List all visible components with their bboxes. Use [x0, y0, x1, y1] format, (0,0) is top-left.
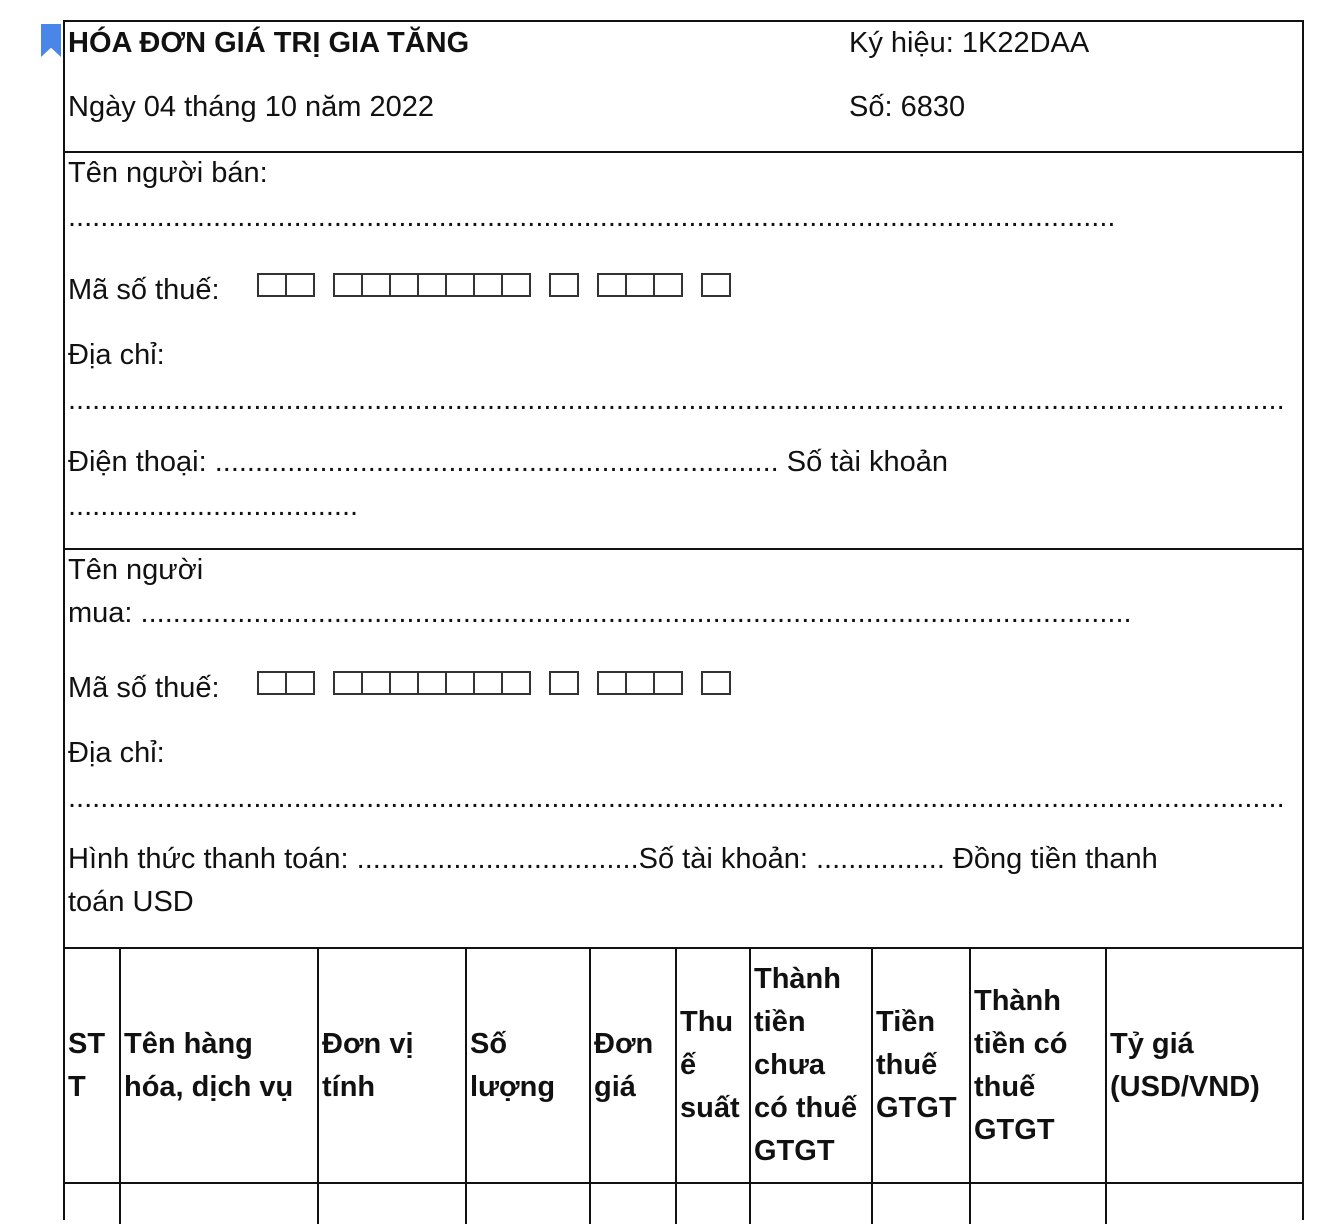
column-header-text: Đơn vị: [322, 1027, 414, 1060]
column-header-text: Thành: [754, 963, 841, 995]
table-column-divider: [1105, 1184, 1107, 1224]
table-column-divider: [749, 1184, 751, 1224]
seller-address-label: Địa chỉ:: [68, 339, 165, 371]
column-header-text: lượng: [470, 1070, 556, 1103]
items-table-body: [65, 1184, 1302, 1224]
column-header-text: GTGT: [876, 1092, 957, 1124]
column-header-text: Đơn: [594, 1027, 654, 1060]
buyer-section: [65, 550, 1302, 948]
column-header-5: [591, 949, 677, 1182]
table-column-divider: [589, 1184, 591, 1224]
column-header-text: thuế: [876, 1049, 938, 1081]
column-header-text: giá: [594, 1070, 636, 1103]
column-header-2: [121, 949, 319, 1182]
column-header-6: [677, 949, 751, 1182]
column-header-4: [467, 949, 591, 1182]
table-column-divider: [119, 1184, 121, 1224]
column-header-text: (USD/VND): [1110, 1070, 1260, 1103]
table-column-divider: [465, 1184, 467, 1224]
column-header-text: Tiền: [876, 1006, 936, 1038]
column-header-text: ST: [68, 1027, 106, 1060]
buyer-address-dots: .......................................................................................................................................................: [68, 782, 1285, 814]
table-column-divider: [317, 1184, 319, 1224]
column-header-text: Số: [470, 1027, 508, 1060]
buyer-tax-boxes[interactable]: [257, 671, 749, 695]
column-header-9: [971, 949, 1107, 1182]
table-column-divider: [675, 1184, 677, 1224]
column-header-text: Tỷ giá: [1110, 1027, 1194, 1060]
invoice-document: [63, 20, 1304, 1220]
column-header-text: T: [68, 1070, 86, 1103]
column-header-text: GTGT: [974, 1113, 1055, 1146]
buyer-address-label: Địa chỉ:: [68, 737, 165, 769]
seller-name-label: Tên người bán:: [68, 157, 268, 189]
buyer-payment-line1: Hình thức thanh toán: ...................................Số tài khoản: ................ Đồng tiền thanh: [68, 843, 1158, 875]
bookmark-icon[interactable]: [41, 24, 61, 57]
column-header-8: [873, 949, 971, 1182]
seller-name-dots: ..................................................................................................................................: [68, 201, 1116, 233]
column-header-text: tính: [322, 1070, 376, 1103]
invoice-title: HÓA ĐƠN GIÁ TRỊ GIA TĂNG: [68, 27, 470, 59]
table-column-divider: [871, 1184, 873, 1224]
buyer-payment-line2: toán USD: [68, 886, 194, 918]
buyer-name-dots: mua: ...........................................................................................................................: [68, 597, 1132, 629]
column-header-text: có thuế: [754, 1092, 858, 1124]
column-header-3: [319, 949, 467, 1182]
column-header-text: thuế: [974, 1070, 1036, 1103]
invoice-date: Ngày 04 tháng 10 năm 2022: [68, 91, 434, 123]
seller-phone-account: Điện thoại: ...................................................................... Số tài khoản: [68, 446, 948, 478]
column-header-text: Thu: [680, 1006, 734, 1038]
column-header-text: suất: [680, 1092, 740, 1124]
column-header-text: chưa: [754, 1049, 825, 1081]
seller-address-dots: .......................................................................................................................................................: [68, 384, 1285, 416]
column-header-1: [65, 949, 121, 1182]
column-header-text: Thành: [974, 984, 1061, 1017]
seller-account-dots: ....................................: [68, 490, 359, 522]
buyer-tax-label: Mã số thuế:: [68, 672, 220, 704]
seller-tax-boxes[interactable]: [257, 273, 749, 297]
column-header-text: hóa, dịch vụ: [124, 1070, 294, 1103]
items-table-header: [65, 947, 1302, 1184]
column-header-text: tiền có: [974, 1027, 1068, 1060]
invoice-symbol: Ký hiệu: 1K22DAA: [849, 27, 1090, 59]
seller-section: [65, 153, 1302, 550]
column-header-10: [1107, 949, 1304, 1182]
column-header-text: ế: [680, 1049, 697, 1081]
invoice-number: Số: 6830: [849, 91, 966, 123]
column-header-text: Tên hàng: [124, 1027, 253, 1060]
buyer-name-label: Tên người: [68, 554, 204, 586]
column-header-text: tiền: [754, 1006, 806, 1038]
invoice-header: [65, 22, 1302, 153]
column-header-text: GTGT: [754, 1135, 835, 1167]
seller-tax-label: Mã số thuế:: [68, 274, 220, 306]
table-column-divider: [969, 1184, 971, 1224]
column-header-7: [751, 949, 873, 1182]
